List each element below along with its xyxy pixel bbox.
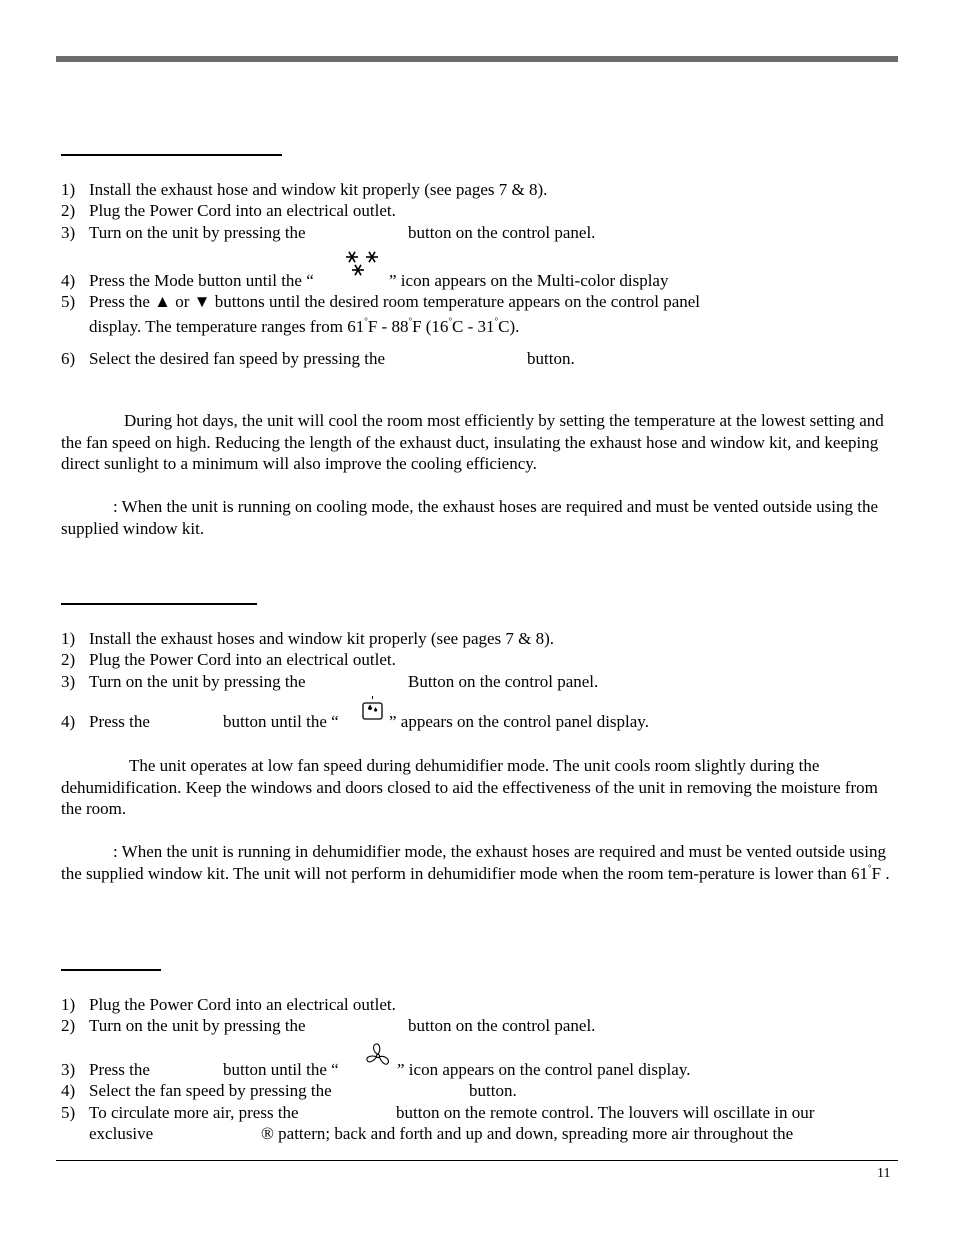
fan-step-1: 1) Plug the Power Cord into an electrical outlet. — [61, 995, 396, 1014]
dehum-step-4: 4) Press the — [61, 712, 150, 731]
fan-step-5-cont: exclusive — [89, 1124, 154, 1143]
dehum-step-1: 1) Install the exhaust hoses and window kit properly (see pages 7 & 8). — [61, 629, 555, 648]
cool-step-4: 4) Press the Mode button until the “ — [61, 271, 314, 290]
header-bar — [56, 56, 898, 62]
cool-step-1: 1) Install the exhaust hose and window kit properly (see pages 7 & 8). — [61, 180, 548, 199]
cool-step-5: 5) Press the ▲ or ▼ buttons until the desired room temperature appears on the control panel — [61, 292, 701, 311]
fan-step-4: 4) Select the fan speed by pressing the — [61, 1081, 332, 1100]
cooling-note: : When the unit is running on cooling mode, the exhaust hoses are required and must be vented outside using the supplied window kit. — [61, 497, 878, 538]
cooling-tip: During hot days, the unit will cool the room most efficiently by setting the temperature at the lowest setting and the fan speed on high. Reducing the length of the exhaust duct, insulating the exhaust hose and window kit, and keeping direct sunlight to a minimum will also improve the cooling efficiency. — [61, 411, 884, 473]
snowflake-icon — [342, 248, 382, 280]
dehum-step-4-mid: button until the “ — [223, 712, 339, 731]
dehumidify-tip: The unit operates at low fan speed during dehumidifier mode. The unit cools room slightly during the dehumidification. Keep the windows and doors closed to aid the effectiveness of the unit in removing the moisture from the room. — [61, 756, 878, 818]
cool-step-6-tail: button. — [527, 349, 575, 368]
page-number: 11 — [877, 1166, 891, 1181]
dehum-step-3-tail: Button on the control panel. — [408, 672, 599, 691]
cool-step-3-tail: button on the control panel. — [408, 223, 596, 242]
section-heading-rule-cooling — [61, 154, 282, 156]
fan-step-3-mid: button until the “ — [223, 1060, 339, 1079]
fan-step-5-tail: button on the remote control. The louvers will oscillate in our — [396, 1103, 815, 1122]
cool-step-4-tail: ” icon appears on the Multi-color display — [389, 271, 669, 290]
fan-step-5: 5) To circulate more air, press the — [61, 1103, 299, 1122]
dehum-step-3: 3) Turn on the unit by pressing the — [61, 672, 306, 691]
cool-step-5-cont: display. The temperature ranges from 61°F - 88°F (16°C - 31°C). — [89, 316, 520, 336]
fan-step-3-tail: ” icon appears on the control panel display. — [397, 1060, 691, 1079]
fan-step-5-cont-tail: ® pattern; back and forth and up and down, spreading more air throughout the — [261, 1124, 794, 1143]
dehumidify-note: : When the unit is running in dehumidifier mode, the exhaust hoses are required and must be vented outside using the supplied window kit. The unit will not perform in dehumidifier mode when the room tem-perature is lower than 61°F . — [61, 842, 890, 883]
cool-step-3: 3) Turn on the unit by pressing the — [61, 223, 306, 242]
fan-icon — [364, 1042, 392, 1070]
fan-step-2: 2) Turn on the unit by pressing the — [61, 1016, 306, 1035]
dehum-step-2: 2) Plug the Power Cord into an electrical outlet. — [61, 650, 396, 669]
fan-step-4-tail: button. — [469, 1081, 517, 1100]
section-heading-rule-fan — [61, 969, 161, 971]
dehum-step-4-tail: ” appears on the control panel display. — [389, 712, 649, 731]
fan-step-2-tail: button on the control panel. — [408, 1016, 596, 1035]
cool-step-2: 2) Plug the Power Cord into an electrical outlet. — [61, 201, 396, 220]
cool-step-6: 6) Select the desired fan speed by pressing the — [61, 349, 385, 368]
section-heading-rule-dehumidify — [61, 603, 257, 605]
droplet-box-icon — [360, 695, 386, 723]
footer-rule — [56, 1160, 898, 1161]
fan-step-3: 3) Press the — [61, 1060, 150, 1079]
